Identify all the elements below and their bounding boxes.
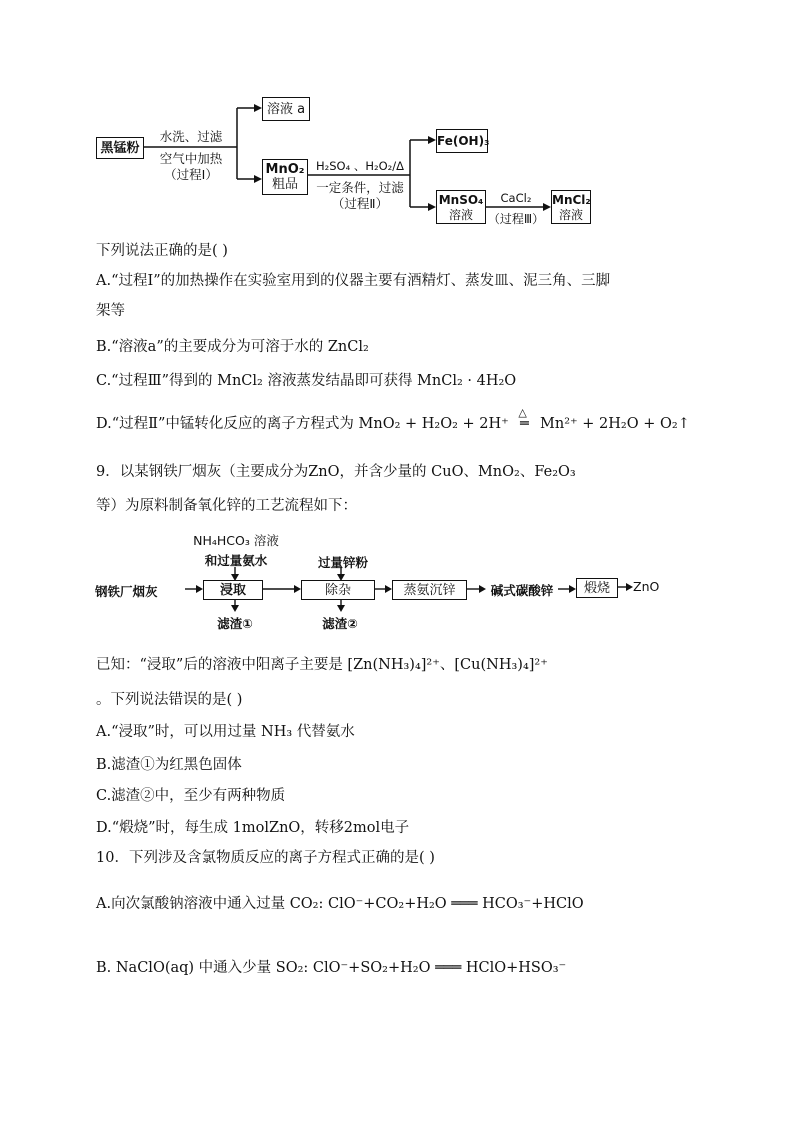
q8-option-d-rhs: Mn²⁺ + 2H₂O + O₂↑ [535,416,690,432]
q8-option-c: C.“过程Ⅲ”得到的 MnCl₂ 溶液蒸发结晶即可获得 MnCl₂ · 4H₂O [96,373,517,389]
q8-prompt: 下列说法正确的是( ) [96,243,228,259]
q9-stem: 9．以某钢铁厂烟灰（主要成分为ZnO，并含少量的 CuO、MnO₂、Fe₂O₃ [96,464,576,480]
flow1-step3-label: （过程Ⅲ） [487,212,545,226]
flow1-step1-label: 水洗、过滤 [159,129,223,144]
flow2-reagent1: 和过量氨水 [204,553,268,568]
flow2-start: 钢铁厂烟灰 [95,584,158,599]
flow1-feoh3-box: Fe(OH)₃ [436,129,488,153]
flow2-leach-box: 浸取 [203,580,263,600]
flow1-step2-label: 一定条件，过滤 [316,180,404,195]
flow2-reagent1: NH₄HCO₃ 溶液 [193,533,279,548]
flow2-precip-box: 蒸氨沉锌 [392,580,467,600]
flow1-mno2-line2: 粗品 [271,177,298,192]
flow2-reagent2: 过量锌粉 [317,555,368,570]
flow2-residue2: 滤渣② [322,616,358,631]
flow2-residue1: 滤渣① [217,616,253,631]
flow2-basic: 碱式碳酸锌 [490,583,554,598]
q10-stem: 10．下列涉及含氯物质反应的离子方程式正确的是( ) [96,850,435,866]
q9-stem-cont: 等）为原料制备氧化锌的工艺流程如下： [96,498,357,514]
flow1-solution-a-box: 溶液 a [262,97,310,121]
flow1-mncl2-line1: MnCl₂ [552,193,591,207]
q10-option-b: B. NaClO(aq) 中通入少量 SO₂: ClO⁻+SO₂+H₂O ═══ HClO+HSO₃⁻ [96,960,567,976]
flow2-product: ZnO [633,579,660,594]
q9-prompt: 。下列说法错误的是( ) [96,692,243,708]
flow1-step1-label: （过程Ⅰ） [164,167,218,182]
q9-option-c: C.滤渣②中，至少有两种物质 [96,788,286,804]
q8-option-a: A.“过程Ⅰ”的加热操作在实验室用到的仪器主要有酒精灯、蒸发皿、泥三角、三脚 [96,273,611,289]
flow1-mnso4-line1: MnSO₄ [438,193,484,207]
q10-option-a: A.向次氯酸钠溶液中通入过量 CO₂: ClO⁻+CO₂+H₂O ═══ HCO₃⁻+HClO [96,896,584,912]
q9-option-a: A.“浸取”时，可以用过量 NH₃ 代替氨水 [96,724,355,740]
flow1-step3-label: CaCl₂ [500,191,532,205]
q8-option-d-lhs: D.“过程Ⅱ”中锰转化反应的离子方程式为 MnO₂ + H₂O₂ + 2H⁺ [96,416,514,432]
flow1-step2-label: H₂SO₄ 、H₂O₂/Δ [315,159,405,173]
q8-option-d-condition: △ [518,406,527,419]
q9-option-d: D.“煅烧”时，每生成 1molZnO，转移2mol电子 [96,820,410,836]
q8-option-d-arrow: △ ═ [513,414,535,434]
flow1-step1-label: 空气中加热 [159,151,223,166]
flow1-mnso4-line2: 溶液 [448,208,473,222]
q9-option-b: B.滤渣①为红黑色固体 [96,757,242,773]
flow1-mncl2-line2: 溶液 [558,208,583,222]
flow1-mno2-line1: MnO₂ [265,162,305,177]
flow2-purify-box: 除杂 [301,580,375,600]
q8-option-a-cont: 架等 [96,303,125,319]
flow1-step2-label: （过程Ⅱ） [331,196,389,211]
q8-option-b: B.“溶液a”的主要成分为可溶于水的 ZnCl₂ [96,339,369,355]
flow1-start-box: 黑锰粉 [96,137,144,159]
flow2-calcine-box: 煅烧 [576,578,618,598]
q9-known: 已知：“浸取”后的溶液中阳离子主要是 [Zn(NH₃)₄]²⁺、[Cu(NH₃)₄]²⁺ [96,657,548,673]
